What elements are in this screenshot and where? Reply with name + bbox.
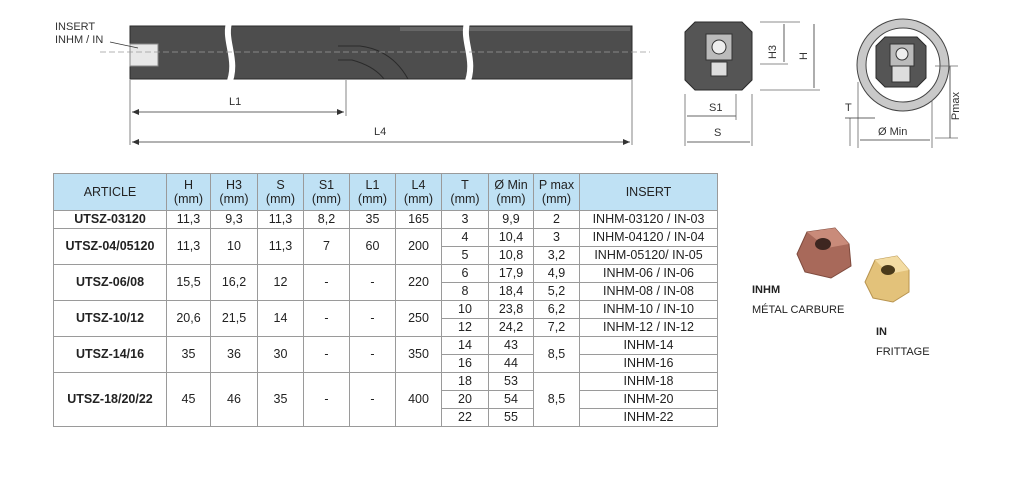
column-header-label: S — [276, 178, 285, 192]
column-header-label: H — [183, 178, 194, 192]
pmax-cell: 7,2 — [534, 319, 580, 337]
tool-side-view — [100, 20, 650, 86]
s-cell: 12 — [258, 265, 304, 301]
column-header-label: L4 — [411, 178, 426, 192]
s1-cell: - — [304, 337, 350, 373]
column-header — [534, 174, 580, 211]
t-cell: 6 — [442, 265, 489, 283]
dmin-cell: 17,9 — [489, 265, 534, 283]
dim-h3-label: H3 — [767, 44, 780, 60]
column-header-label: L1 — [365, 178, 380, 192]
insert-cell: INHM-14 — [580, 337, 718, 355]
t-cell: 8 — [442, 283, 489, 301]
h-cell: 35 — [167, 337, 211, 373]
column-header — [304, 174, 350, 211]
l1-cell: 35 — [350, 211, 396, 229]
inhm-desc: MÉTAL CARBURE — [752, 304, 845, 316]
insert-cell: INHM-22 — [580, 409, 718, 427]
t-cell: 22 — [442, 409, 489, 427]
l4-cell: 250 — [396, 301, 442, 337]
h3-cell: 10 — [211, 229, 258, 265]
article-cell: UTSZ-18/20/22 — [54, 373, 167, 427]
article-cell: UTSZ-10/12 — [54, 301, 167, 337]
h3-cell: 9,3 — [211, 211, 258, 229]
insert-cell: INHM-03120 / IN-03 — [580, 211, 718, 229]
s-cell: 11,3 — [258, 229, 304, 265]
column-header — [350, 174, 396, 211]
l4-cell: 200 — [396, 229, 442, 265]
in-legend — [876, 322, 930, 362]
spec-table — [53, 173, 718, 427]
l1-cell: - — [350, 265, 396, 301]
h3-cell: 36 — [211, 337, 258, 373]
table-row — [54, 337, 718, 355]
dim-l4-label: L4 — [374, 126, 387, 138]
column-header-unit: (mm) — [496, 192, 526, 206]
column-header — [489, 174, 534, 211]
article-cell: UTSZ-06/08 — [54, 265, 167, 301]
column-header — [167, 174, 211, 211]
insert-cell: INHM-20 — [580, 391, 718, 409]
column-header-label: Ø Min — [494, 178, 528, 192]
l4-cell: 220 — [396, 265, 442, 301]
column-header-unit: (mm) — [357, 192, 388, 206]
tool-front-view — [685, 22, 820, 146]
table-row — [54, 211, 718, 229]
table-body — [54, 211, 718, 427]
insert-cell: INHM-08 / IN-08 — [580, 283, 718, 301]
l1-cell: - — [350, 373, 396, 427]
table-row — [54, 373, 718, 391]
dmin-cell: 10,8 — [489, 247, 534, 265]
insert-label-line2: INHM / IN — [55, 34, 104, 46]
column-header — [258, 174, 304, 211]
column-header-unit: (mm) — [219, 192, 249, 206]
insert-cell: INHM-18 — [580, 373, 718, 391]
pmax-cell: 8,5 — [534, 373, 580, 427]
column-header — [54, 174, 167, 211]
dmin-cell: 9,9 — [489, 211, 534, 229]
column-header-unit: (mm) — [173, 192, 204, 206]
l4-cell: 165 — [396, 211, 442, 229]
carbide-insert-icon — [797, 228, 851, 278]
insert-cell: INHM-05120/ IN-05 — [580, 247, 718, 265]
s-cell: 35 — [258, 373, 304, 427]
insert-cell: INHM-06 / IN-06 — [580, 265, 718, 283]
h3-cell: 46 — [211, 373, 258, 427]
dim-pmax-label: Pmax — [950, 91, 963, 121]
inhm-title: INHM — [752, 284, 781, 296]
technical-drawing — [0, 0, 1024, 160]
dim-l1-label: L1 — [229, 96, 242, 108]
s1-cell: 8,2 — [304, 211, 350, 229]
column-header — [396, 174, 442, 211]
t-cell: 12 — [442, 319, 489, 337]
s1-cell: - — [304, 265, 350, 301]
h3-cell: 16,2 — [211, 265, 258, 301]
pmax-cell: 2 — [534, 211, 580, 229]
column-header-unit: (mm) — [265, 192, 296, 206]
h-cell: 20,6 — [167, 301, 211, 337]
dim-h-label: H — [797, 52, 810, 60]
t-cell: 16 — [442, 355, 489, 373]
dmin-cell: 53 — [489, 373, 534, 391]
pmax-cell: 3 — [534, 229, 580, 247]
pmax-cell: 8,5 — [534, 337, 580, 373]
article-cell: UTSZ-04/05120 — [54, 229, 167, 265]
t-cell: 5 — [442, 247, 489, 265]
table-header-row — [54, 174, 718, 211]
pmax-cell: 3,2 — [534, 247, 580, 265]
l4-cell: 400 — [396, 373, 442, 427]
l1-cell: 60 — [350, 229, 396, 265]
dim-dmin-label: Ø Min — [878, 126, 908, 138]
column-header-label: S1 — [318, 178, 335, 192]
column-header-label: INSERT — [625, 185, 672, 199]
article-cell: UTSZ-03120 — [54, 211, 167, 229]
t-cell: 18 — [442, 373, 489, 391]
dmin-cell: 55 — [489, 409, 534, 427]
insert-cell: INHM-04120 / IN-04 — [580, 229, 718, 247]
s-cell: 30 — [258, 337, 304, 373]
column-header-label: H3 — [226, 178, 242, 192]
column-header-label: P max — [538, 178, 575, 192]
table-row — [54, 301, 718, 319]
column-header-unit: (mm) — [541, 192, 572, 206]
h3-cell: 21,5 — [211, 301, 258, 337]
h-cell: 11,3 — [167, 229, 211, 265]
dmin-cell: 10,4 — [489, 229, 534, 247]
sintered-insert-icon — [865, 256, 909, 302]
s-cell: 14 — [258, 301, 304, 337]
s-cell: 11,3 — [258, 211, 304, 229]
article-cell: UTSZ-14/16 — [54, 337, 167, 373]
dmin-cell: 24,2 — [489, 319, 534, 337]
dmin-cell: 54 — [489, 391, 534, 409]
column-header — [442, 174, 489, 211]
tool-drawing-svg — [0, 0, 1024, 160]
l1-cell: - — [350, 301, 396, 337]
t-cell: 4 — [442, 229, 489, 247]
t-cell: 14 — [442, 337, 489, 355]
dmin-cell: 18,4 — [489, 283, 534, 301]
pmax-cell: 6,2 — [534, 301, 580, 319]
column-header-unit: (mm) — [311, 192, 342, 206]
t-cell: 20 — [442, 391, 489, 409]
dim-t-label: T — [845, 102, 852, 114]
pmax-cell: 5,2 — [534, 283, 580, 301]
in-title: IN — [876, 326, 887, 338]
s1-cell: - — [304, 373, 350, 427]
insert-label — [55, 21, 103, 47]
column-header — [580, 174, 718, 211]
h-cell: 15,5 — [167, 265, 211, 301]
s1-cell: 7 — [304, 229, 350, 265]
column-header-unit: (mm) — [403, 192, 434, 206]
table-row — [54, 229, 718, 247]
table-row — [54, 265, 718, 283]
l1-cell: - — [350, 337, 396, 373]
pmax-cell: 4,9 — [534, 265, 580, 283]
dmin-cell: 44 — [489, 355, 534, 373]
column-header — [211, 174, 258, 211]
column-header-label: T — [461, 178, 469, 192]
dmin-cell: 23,8 — [489, 301, 534, 319]
insert-cell: INHM-10 / IN-10 — [580, 301, 718, 319]
l4-cell: 350 — [396, 337, 442, 373]
dmin-cell: 43 — [489, 337, 534, 355]
column-header-unit: (mm) — [450, 192, 480, 206]
dim-s-label: S — [714, 127, 722, 139]
s1-cell: - — [304, 301, 350, 337]
column-header-label: ARTICLE — [83, 185, 137, 199]
h-cell: 45 — [167, 373, 211, 427]
dimension-l1 — [130, 80, 346, 145]
insert-label-line1: INSERT — [55, 21, 96, 33]
insert-cell: INHM-12 / IN-12 — [580, 319, 718, 337]
h-cell: 11,3 — [167, 211, 211, 229]
t-cell: 10 — [442, 301, 489, 319]
dim-s1-label: S1 — [709, 102, 723, 114]
insert-cell: INHM-16 — [580, 355, 718, 373]
in-desc: FRITTAGE — [876, 346, 930, 358]
t-cell: 3 — [442, 211, 489, 229]
inhm-legend — [752, 280, 844, 320]
